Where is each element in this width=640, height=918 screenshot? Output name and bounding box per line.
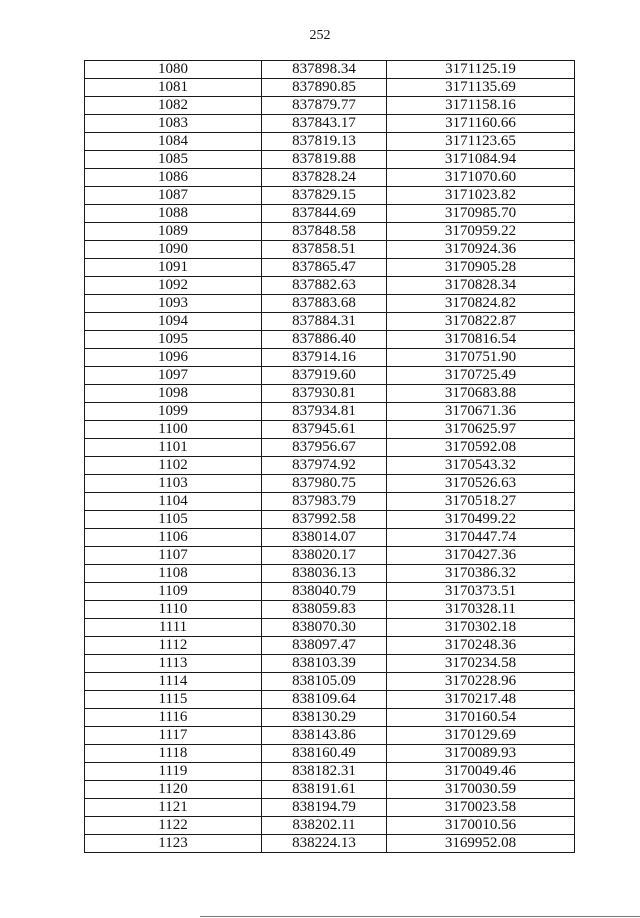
y-coordinate-cell: 3170499.22 bbox=[387, 511, 575, 529]
point-number-cell: 1096 bbox=[85, 349, 262, 367]
table-row bbox=[85, 655, 575, 673]
x-coordinate-cell: 837848.58 bbox=[262, 223, 387, 241]
point-number-cell: 1099 bbox=[85, 403, 262, 421]
x-coordinate-cell: 837890.85 bbox=[262, 79, 387, 97]
y-coordinate-cell: 3170518.27 bbox=[387, 493, 575, 511]
x-coordinate-cell: 837930.81 bbox=[262, 385, 387, 403]
y-coordinate-cell: 3170683.88 bbox=[387, 385, 575, 403]
y-coordinate-cell: 3170725.49 bbox=[387, 367, 575, 385]
point-number-cell: 1097 bbox=[85, 367, 262, 385]
point-number-cell: 1110 bbox=[85, 601, 262, 619]
table-row bbox=[85, 781, 575, 799]
table-row bbox=[85, 709, 575, 727]
y-coordinate-cell: 3171135.69 bbox=[387, 79, 575, 97]
table-row bbox=[85, 583, 575, 601]
x-coordinate-cell: 837992.58 bbox=[262, 511, 387, 529]
point-number-cell: 1108 bbox=[85, 565, 262, 583]
table-row bbox=[85, 727, 575, 745]
x-coordinate-cell: 837884.31 bbox=[262, 313, 387, 331]
table-row bbox=[85, 619, 575, 637]
table-row bbox=[85, 565, 575, 583]
y-coordinate-cell: 3170373.51 bbox=[387, 583, 575, 601]
x-coordinate-cell: 837819.13 bbox=[262, 133, 387, 151]
x-coordinate-cell: 838130.29 bbox=[262, 709, 387, 727]
x-coordinate-cell: 838191.61 bbox=[262, 781, 387, 799]
table-row bbox=[85, 133, 575, 151]
table-row bbox=[85, 97, 575, 115]
table-row bbox=[85, 115, 575, 133]
y-coordinate-cell: 3170234.58 bbox=[387, 655, 575, 673]
x-coordinate-cell: 837844.69 bbox=[262, 205, 387, 223]
table-row bbox=[85, 457, 575, 475]
x-coordinate-cell: 837879.77 bbox=[262, 97, 387, 115]
x-coordinate-cell: 838097.47 bbox=[262, 637, 387, 655]
point-number-cell: 1119 bbox=[85, 763, 262, 781]
x-coordinate-cell: 837858.51 bbox=[262, 241, 387, 259]
point-number-cell: 1103 bbox=[85, 475, 262, 493]
x-coordinate-cell: 837829.15 bbox=[262, 187, 387, 205]
x-coordinate-cell: 838059.83 bbox=[262, 601, 387, 619]
y-coordinate-cell: 3170030.59 bbox=[387, 781, 575, 799]
y-coordinate-cell: 3170010.56 bbox=[387, 817, 575, 835]
table-row bbox=[85, 205, 575, 223]
point-number-cell: 1102 bbox=[85, 457, 262, 475]
y-coordinate-cell: 3170160.54 bbox=[387, 709, 575, 727]
x-coordinate-cell: 837898.34 bbox=[262, 61, 387, 79]
y-coordinate-cell: 3170824.82 bbox=[387, 295, 575, 313]
table-row bbox=[85, 169, 575, 187]
table-row bbox=[85, 367, 575, 385]
x-coordinate-cell: 837934.81 bbox=[262, 403, 387, 421]
x-coordinate-cell: 837886.40 bbox=[262, 331, 387, 349]
y-coordinate-cell: 3169952.08 bbox=[387, 835, 575, 853]
x-coordinate-cell: 837956.67 bbox=[262, 439, 387, 457]
y-coordinate-cell: 3171158.16 bbox=[387, 97, 575, 115]
x-coordinate-cell: 837945.61 bbox=[262, 421, 387, 439]
y-coordinate-cell: 3170828.34 bbox=[387, 277, 575, 295]
x-coordinate-cell: 837883.68 bbox=[262, 295, 387, 313]
point-number-cell: 1120 bbox=[85, 781, 262, 799]
point-number-cell: 1083 bbox=[85, 115, 262, 133]
y-coordinate-cell: 3170959.22 bbox=[387, 223, 575, 241]
point-number-cell: 1116 bbox=[85, 709, 262, 727]
point-number-cell: 1081 bbox=[85, 79, 262, 97]
table-row bbox=[85, 187, 575, 205]
table-row bbox=[85, 295, 575, 313]
point-number-cell: 1087 bbox=[85, 187, 262, 205]
point-number-cell: 1101 bbox=[85, 439, 262, 457]
x-coordinate-cell: 837843.17 bbox=[262, 115, 387, 133]
point-number-cell: 1080 bbox=[85, 61, 262, 79]
point-number-cell: 1111 bbox=[85, 619, 262, 637]
x-coordinate-cell: 838014.07 bbox=[262, 529, 387, 547]
table-row bbox=[85, 313, 575, 331]
point-number-cell: 1122 bbox=[85, 817, 262, 835]
point-number-cell: 1095 bbox=[85, 331, 262, 349]
table-row bbox=[85, 385, 575, 403]
point-number-cell: 1084 bbox=[85, 133, 262, 151]
x-coordinate-cell: 838194.79 bbox=[262, 799, 387, 817]
table-row bbox=[85, 475, 575, 493]
y-coordinate-cell: 3170751.90 bbox=[387, 349, 575, 367]
y-coordinate-cell: 3170427.36 bbox=[387, 547, 575, 565]
y-coordinate-cell: 3171125.19 bbox=[387, 61, 575, 79]
x-coordinate-cell: 837819.88 bbox=[262, 151, 387, 169]
table-row bbox=[85, 493, 575, 511]
table-row bbox=[85, 763, 575, 781]
table-row bbox=[85, 673, 575, 691]
page-number: 252 bbox=[309, 28, 331, 43]
table-row bbox=[85, 349, 575, 367]
bottom-scan-edge bbox=[200, 916, 640, 917]
point-number-cell: 1117 bbox=[85, 727, 262, 745]
x-coordinate-cell: 837974.92 bbox=[262, 457, 387, 475]
table-row bbox=[85, 799, 575, 817]
table-row bbox=[85, 637, 575, 655]
y-coordinate-cell: 3170328.11 bbox=[387, 601, 575, 619]
point-number-cell: 1105 bbox=[85, 511, 262, 529]
point-number-cell: 1107 bbox=[85, 547, 262, 565]
x-coordinate-cell: 838182.31 bbox=[262, 763, 387, 781]
y-coordinate-cell: 3171070.60 bbox=[387, 169, 575, 187]
y-coordinate-cell: 3170592.08 bbox=[387, 439, 575, 457]
table-row bbox=[85, 223, 575, 241]
point-number-cell: 1104 bbox=[85, 493, 262, 511]
x-coordinate-cell: 838224.13 bbox=[262, 835, 387, 853]
y-coordinate-cell: 3170816.54 bbox=[387, 331, 575, 349]
table-row bbox=[85, 745, 575, 763]
x-coordinate-cell: 838103.39 bbox=[262, 655, 387, 673]
point-number-cell: 1121 bbox=[85, 799, 262, 817]
x-coordinate-cell: 838020.17 bbox=[262, 547, 387, 565]
y-coordinate-cell: 3170543.32 bbox=[387, 457, 575, 475]
point-number-cell: 1082 bbox=[85, 97, 262, 115]
table-row bbox=[85, 817, 575, 835]
y-coordinate-cell: 3170625.97 bbox=[387, 421, 575, 439]
point-number-cell: 1091 bbox=[85, 259, 262, 277]
point-number-cell: 1098 bbox=[85, 385, 262, 403]
table-row bbox=[85, 259, 575, 277]
table-row bbox=[85, 511, 575, 529]
y-coordinate-cell: 3170822.87 bbox=[387, 313, 575, 331]
table-row bbox=[85, 421, 575, 439]
table-row bbox=[85, 835, 575, 853]
y-coordinate-cell: 3171160.66 bbox=[387, 115, 575, 133]
point-number-cell: 1089 bbox=[85, 223, 262, 241]
point-number-cell: 1100 bbox=[85, 421, 262, 439]
y-coordinate-cell: 3170129.69 bbox=[387, 727, 575, 745]
point-number-cell: 1112 bbox=[85, 637, 262, 655]
point-number-cell: 1114 bbox=[85, 673, 262, 691]
y-coordinate-cell: 3170049.46 bbox=[387, 763, 575, 781]
x-coordinate-cell: 837980.75 bbox=[262, 475, 387, 493]
y-coordinate-cell: 3170302.18 bbox=[387, 619, 575, 637]
x-coordinate-cell: 838143.86 bbox=[262, 727, 387, 745]
point-number-cell: 1115 bbox=[85, 691, 262, 709]
y-coordinate-cell: 3170447.74 bbox=[387, 529, 575, 547]
table-row bbox=[85, 61, 575, 79]
table-row bbox=[85, 79, 575, 97]
coordinate-table-body bbox=[85, 61, 575, 853]
x-coordinate-cell: 837865.47 bbox=[262, 259, 387, 277]
coordinate-table bbox=[84, 60, 575, 853]
table-row bbox=[85, 547, 575, 565]
y-coordinate-cell: 3171123.65 bbox=[387, 133, 575, 151]
point-number-cell: 1088 bbox=[85, 205, 262, 223]
y-coordinate-cell: 3170248.36 bbox=[387, 637, 575, 655]
x-coordinate-cell: 838070.30 bbox=[262, 619, 387, 637]
point-number-cell: 1118 bbox=[85, 745, 262, 763]
y-coordinate-cell: 3170526.63 bbox=[387, 475, 575, 493]
table-row bbox=[85, 151, 575, 169]
point-number-cell: 1109 bbox=[85, 583, 262, 601]
y-coordinate-cell: 3170985.70 bbox=[387, 205, 575, 223]
table-row bbox=[85, 403, 575, 421]
y-coordinate-cell: 3170089.93 bbox=[387, 745, 575, 763]
point-number-cell: 1106 bbox=[85, 529, 262, 547]
x-coordinate-cell: 838160.49 bbox=[262, 745, 387, 763]
x-coordinate-cell: 837919.60 bbox=[262, 367, 387, 385]
y-coordinate-cell: 3170905.28 bbox=[387, 259, 575, 277]
table-row bbox=[85, 601, 575, 619]
y-coordinate-cell: 3170023.58 bbox=[387, 799, 575, 817]
point-number-cell: 1085 bbox=[85, 151, 262, 169]
point-number-cell: 1092 bbox=[85, 277, 262, 295]
y-coordinate-cell: 3170671.36 bbox=[387, 403, 575, 421]
table-row bbox=[85, 529, 575, 547]
table-row bbox=[85, 439, 575, 457]
table-row bbox=[85, 241, 575, 259]
x-coordinate-cell: 837914.16 bbox=[262, 349, 387, 367]
x-coordinate-cell: 837828.24 bbox=[262, 169, 387, 187]
x-coordinate-cell: 838109.64 bbox=[262, 691, 387, 709]
y-coordinate-cell: 3170386.32 bbox=[387, 565, 575, 583]
table-row bbox=[85, 331, 575, 349]
y-coordinate-cell: 3170228.96 bbox=[387, 673, 575, 691]
x-coordinate-cell: 838202.11 bbox=[262, 817, 387, 835]
x-coordinate-cell: 838105.09 bbox=[262, 673, 387, 691]
y-coordinate-cell: 3171084.94 bbox=[387, 151, 575, 169]
y-coordinate-cell: 3170924.36 bbox=[387, 241, 575, 259]
point-number-cell: 1113 bbox=[85, 655, 262, 673]
x-coordinate-cell: 837882.63 bbox=[262, 277, 387, 295]
point-number-cell: 1123 bbox=[85, 835, 262, 853]
x-coordinate-cell: 838036.13 bbox=[262, 565, 387, 583]
point-number-cell: 1094 bbox=[85, 313, 262, 331]
x-coordinate-cell: 838040.79 bbox=[262, 583, 387, 601]
y-coordinate-cell: 3171023.82 bbox=[387, 187, 575, 205]
table-row bbox=[85, 277, 575, 295]
x-coordinate-cell: 837983.79 bbox=[262, 493, 387, 511]
point-number-cell: 1090 bbox=[85, 241, 262, 259]
table-row bbox=[85, 691, 575, 709]
point-number-cell: 1093 bbox=[85, 295, 262, 313]
y-coordinate-cell: 3170217.48 bbox=[387, 691, 575, 709]
point-number-cell: 1086 bbox=[85, 169, 262, 187]
